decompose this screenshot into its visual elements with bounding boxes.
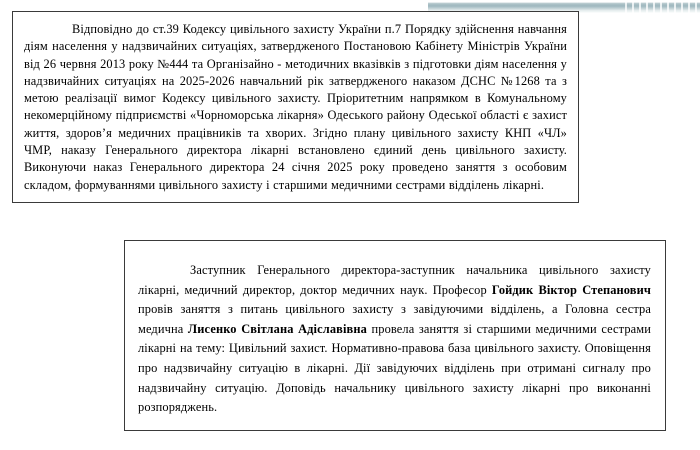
body-text-run: Відповідно до ст.39 Кодексу цивільного захисту України п.7 Порядку здійснення навчання діям населення у надзвичайних ситуаціях, затвердженого Постановою Кабінету Міністрів України від 26 червня 2013 року №444 та Організайно - методичних вказівків з підготовки діям населення у надзвичайних ситуаціях на 2025-2026 навчальний рік затвердженого наказом ДСНС №1268 та з метою реалізації вимог Кодексу цивільного захисту. Пріоритетним напрямком в Комунальному некомерційному підприємстві «Чорноморська лікарня» Одеського району Одеської області є захист життя, здоров’я медичних працівників та хворих. Згідно плану цивільного захисту КНП «ЧЛ» ЧМР, наказу Генерального директора лікарні встановлено єдиний день цивільного захисту. Виконуючи наказ Генерального директора 24 січня 2025 року проведено заняття з особовим складом, формуваннями цивільного захисту і старшими медичними сестрами відділень лікарні.	[24, 22, 567, 192]
body-text-run: Заступник Генерального директора-заступник начальника цивільного захисту лікарні, медичний директор, доктор медичних наук. Професор	[138, 263, 651, 297]
highlighted-name: Гойдик Віктор Степанович	[491, 282, 651, 297]
text-box-intro[interactable]	[12, 11, 579, 203]
paragraph-intro	[24, 21, 567, 194]
text-box-details[interactable]	[124, 240, 666, 431]
banner-bar-stripes-icon	[620, 2, 700, 14]
body-text-run: провів заняття з питань цивільного захисту з завідуючими відділень, а Головна сестра медична	[138, 302, 651, 336]
highlighted-name: Лисенко Світлана Адіславівна	[187, 321, 367, 336]
paragraph-details	[138, 261, 651, 418]
body-text-run: провела заняття зі старшими медичними сестрами лікарні на тему: Цивільний захист. Нормативно-правова база цивільного захисту. Оповіщення про надзвичайну ситуацію в лікарні. Дії завідуючих відділень при отримані сигналу про надзвичайну ситуацію. Доповідь начальнику цивільного захисту лікарні про виконанні розпоряджень.	[138, 321, 651, 415]
